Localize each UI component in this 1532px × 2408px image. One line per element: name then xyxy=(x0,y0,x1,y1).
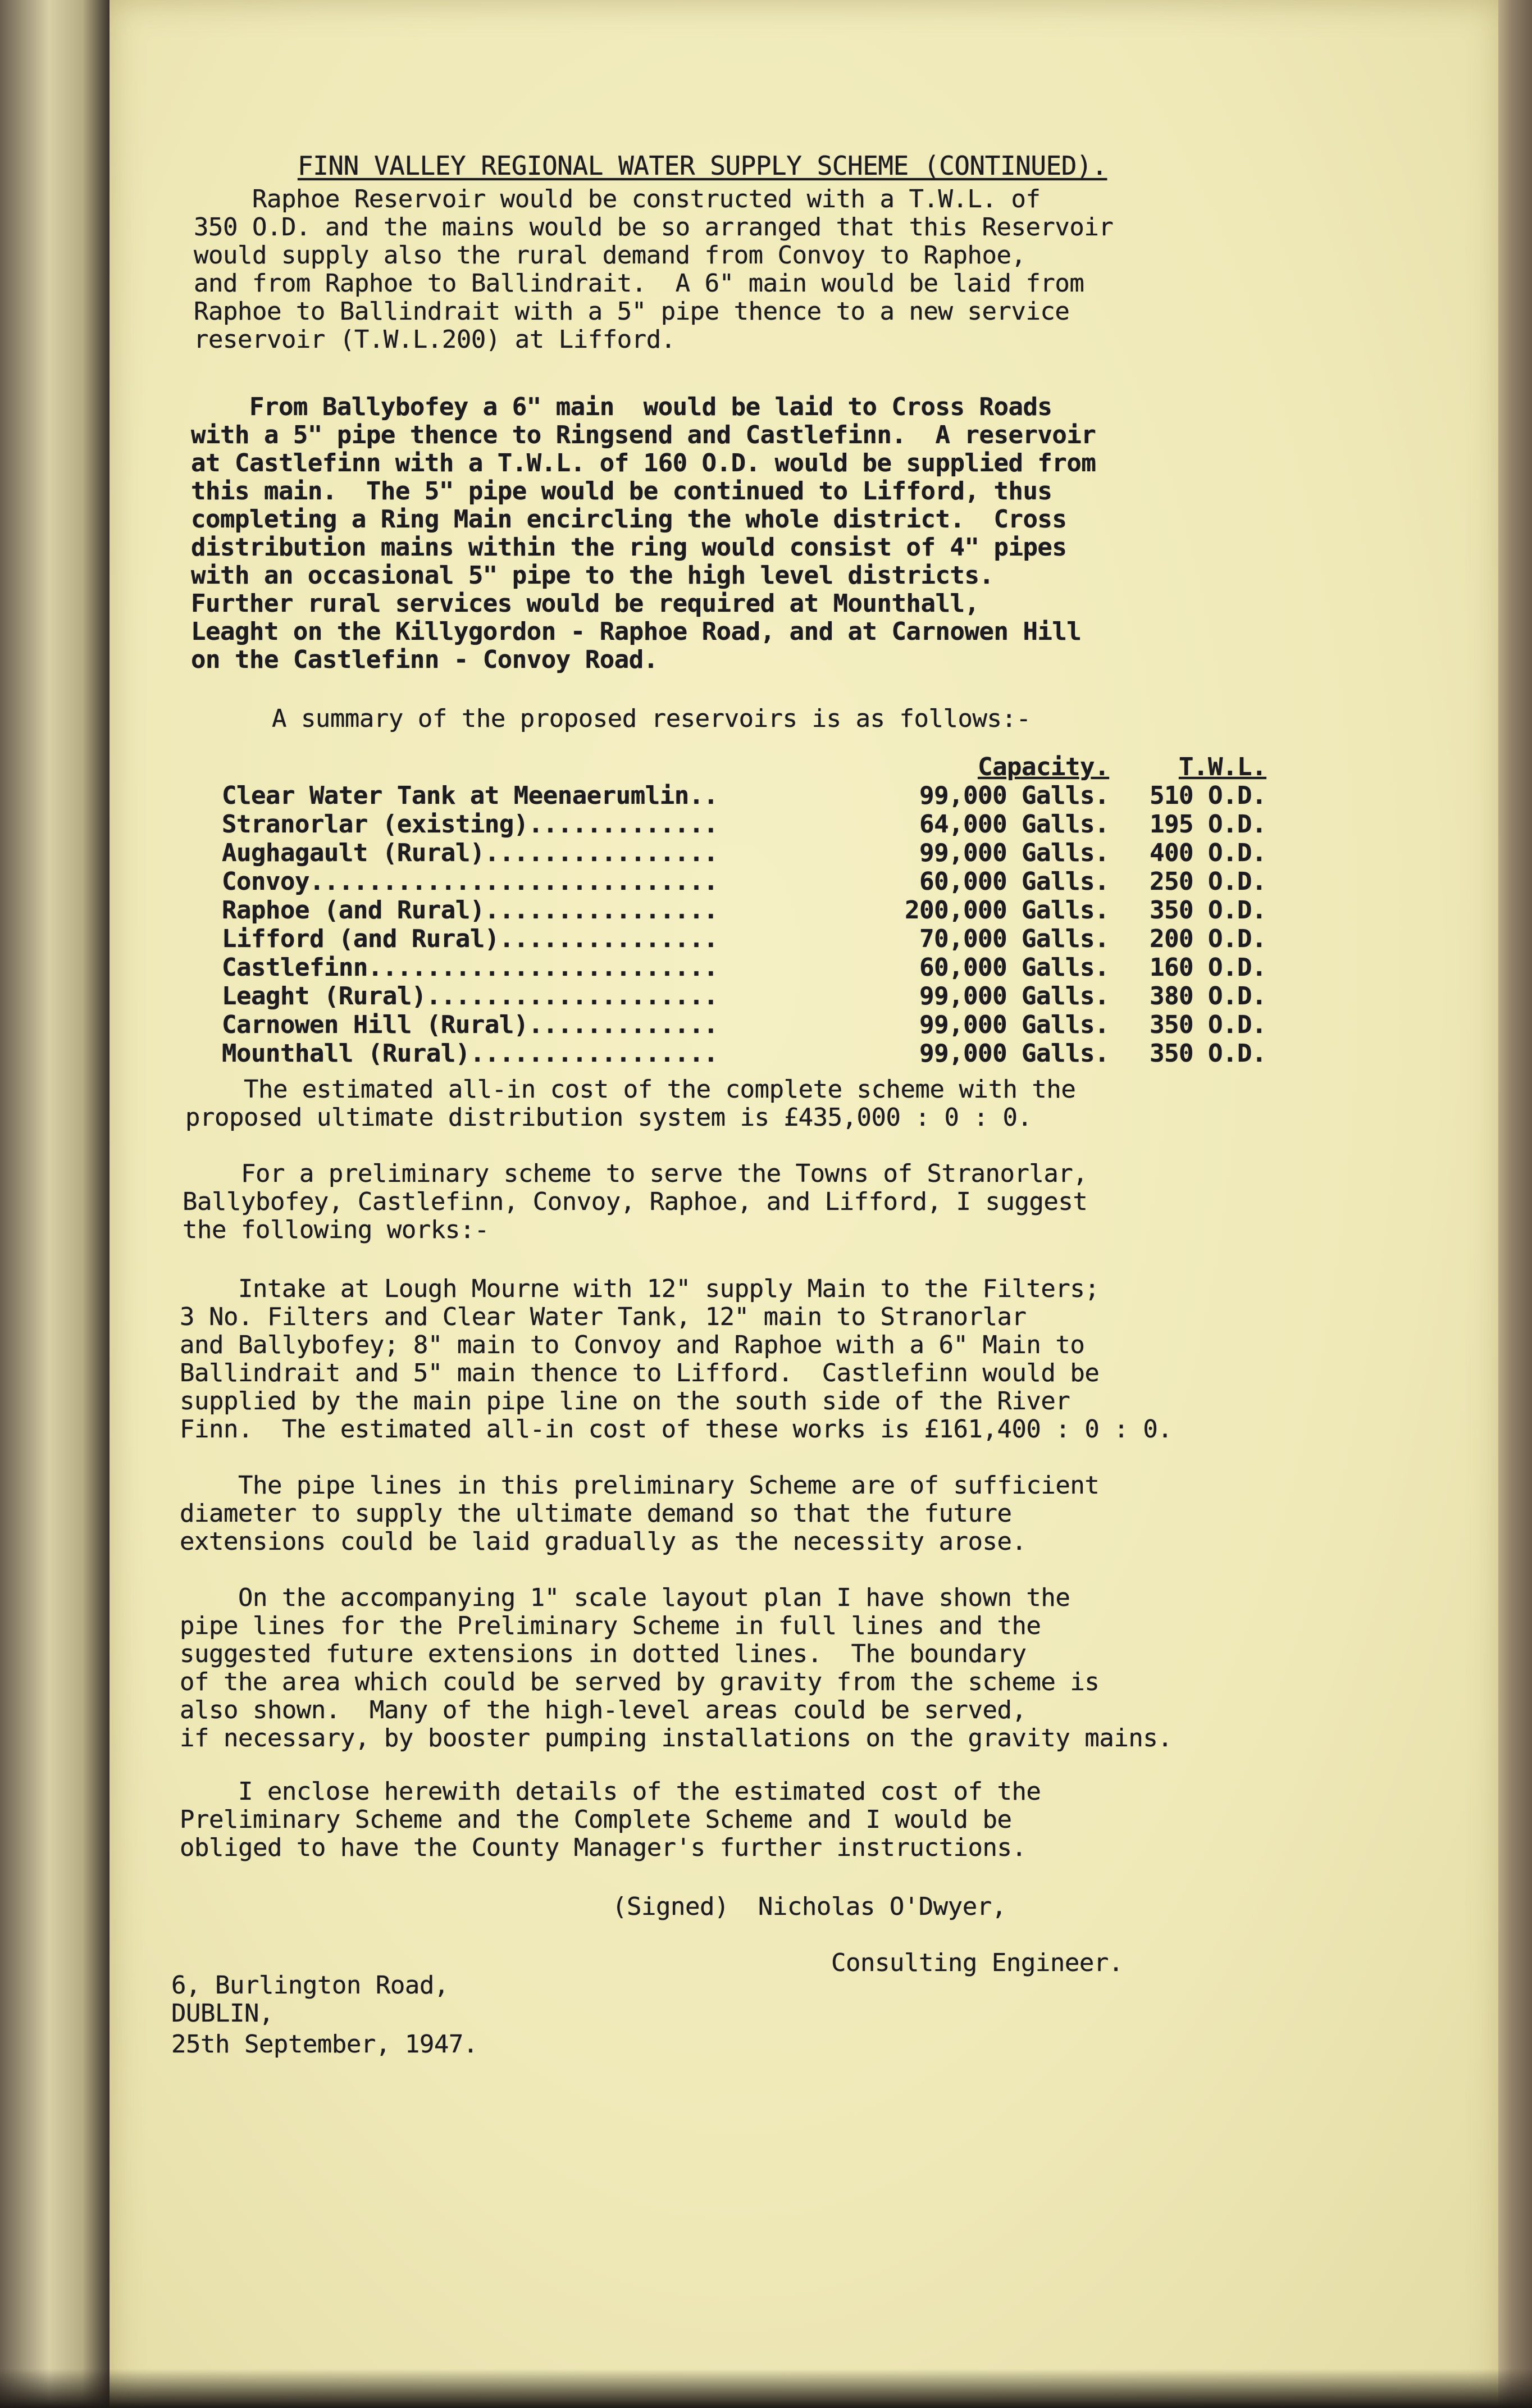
summary-intro: A summary of the proposed reservoirs is as follows:- xyxy=(213,704,1031,733)
table-row xyxy=(222,982,1266,1010)
signature-line: (Signed) Nicholas O'Dwyer, xyxy=(612,1892,1006,1921)
reservoir-capacity: 99,000 Galls. xyxy=(919,1039,1109,1068)
reservoir-twl: 195 O.D. xyxy=(1150,810,1266,839)
table-row xyxy=(222,1039,1266,1068)
reservoir-name: Lifford (and Rural)............... xyxy=(222,925,718,953)
table-row xyxy=(222,839,1266,867)
reservoir-name: Leaght (Rural).................... xyxy=(222,982,718,1010)
reservoir-twl: 350 O.D. xyxy=(1150,1010,1266,1039)
page-bottom-shadow xyxy=(0,2369,1532,2408)
paragraph-works: Intake at Lough Mourne with 12" supply Main to the Filters; 3 No. Filters and Clear Water Tank, 12" main to Stranorlar and Ballybofey; 8" main to Convoy and Raphoe with a 6" Main to Ballindrait and 5" main thence to Lifford. Castlefinn would be supplied by the main pipe line on the south side of the River Finn. The estimated all-in cost of these works is £161,400 : 0 : 0. xyxy=(180,1274,1173,1444)
reservoir-twl: 400 O.D. xyxy=(1150,839,1266,867)
table-row xyxy=(222,810,1266,839)
reservoir-twl: 510 O.D. xyxy=(1150,781,1266,810)
page-edge xyxy=(1498,0,1532,2408)
reservoir-capacity: 99,000 Galls. xyxy=(919,781,1109,810)
reservoir-name: Castlefinn........................ xyxy=(222,953,718,982)
reservoir-capacity: 99,000 Galls. xyxy=(919,839,1109,867)
reservoir-name: Convoy............................ xyxy=(222,867,718,896)
reservoir-twl: 350 O.D. xyxy=(1150,896,1266,925)
reservoir-capacity: 99,000 Galls. xyxy=(919,982,1109,1010)
reservoir-capacity: 60,000 Galls. xyxy=(919,953,1109,982)
table-row xyxy=(222,781,1266,810)
reservoir-twl: 200 O.D. xyxy=(1150,925,1266,953)
paragraph-enclose: I enclose herewith details of the estimated cost of the Preliminary Scheme and the Complete Scheme and I would be obliged to have the County Manager's further instructions. xyxy=(180,1777,1041,1862)
reservoir-twl: 380 O.D. xyxy=(1150,982,1266,1010)
table-header-row xyxy=(222,753,1266,781)
address-city: DUBLIN, xyxy=(171,1999,273,2028)
reservoir-name: Raphoe (and Rural)................ xyxy=(222,896,718,925)
book-binding xyxy=(0,0,110,2408)
signature-role: Consulting Engineer. xyxy=(831,1949,1123,1977)
paragraph-pipe-lines: The pipe lines in this preliminary Scheme are of sufficient diameter to supply the ultimate demand so that the future extensions could be laid gradually as the necessity arose. xyxy=(180,1471,1100,1556)
header-twl: T.W.L. xyxy=(1179,753,1266,781)
table-row xyxy=(222,925,1266,953)
paragraph-ring-main: From Ballybofey a 6" main would be laid to Cross Roads with a 5" pipe thence to Ringsend and Castlefinn. A reservoir at Castlefinn with a T.W.L. of 160 O.D. would be supplied from this main. The 5" pipe would be continued to Lifford, thus completing a Ring Main encircling the whole district. Cross distribution mains within the ring would consist of 4" pipes with an occasional 5" pipe to the high level districts. Further rural services would be required at Mounthall, Leaght on the Killygordon - Raphoe Road, and at Carnowen Hill on the Castlefinn - Convoy Road. xyxy=(191,393,1096,674)
paragraph-raphoe-reservoir: Raphoe Reservoir would be constructed with a T.W.L. of 350 O.D. and the mains would be so arranged that this Reservoir would supply also the rural demand from Convoy to Raphoe, and from Raphoe to Ballindrait. A 6" main would be laid from Raphoe to Ballindrait with a 5" pipe thence to a new service reservoir (T.W.L.200) at Lifford. xyxy=(194,185,1114,354)
reservoir-capacity: 99,000 Galls. xyxy=(919,1010,1109,1039)
reservoir-name: Aughagault (Rural)................ xyxy=(222,839,718,867)
reservoir-twl: 250 O.D. xyxy=(1150,867,1266,896)
reservoir-name: Mounthall (Rural)................. xyxy=(222,1039,718,1068)
reservoir-name: Carnowen Hill (Rural)............. xyxy=(222,1010,718,1039)
reservoir-capacity: 200,000 Galls. xyxy=(905,896,1109,925)
document-title: FINN VALLEY REGIONAL WATER SUPPLY SCHEME (CONTINUED). xyxy=(298,151,1107,181)
address-street: 6, Burlington Road, xyxy=(171,1971,449,2000)
table-row xyxy=(222,867,1266,896)
reservoir-twl: 350 O.D. xyxy=(1150,1039,1266,1068)
reservoir-table xyxy=(222,753,1266,1068)
table-row xyxy=(222,953,1266,982)
reservoir-capacity: 64,000 Galls. xyxy=(919,810,1109,839)
paragraph-complete-cost: The estimated all-in cost of the complete scheme with the proposed ultimate distribution system is £435,000 : 0 : 0. xyxy=(185,1075,1076,1132)
header-capacity: Capacity. xyxy=(978,753,1109,781)
paragraph-layout-plan: On the accompanying 1" scale layout plan I have shown the pipe lines for the Preliminary Scheme in full lines and the suggested future extensions in dotted lines. The boundary of the area which could be served by gravity from the scheme is also shown. Many of the high-level areas could be served, if necessary, by booster pumping installations on the gravity mains. xyxy=(180,1583,1173,1752)
paragraph-preliminary-scheme: For a preliminary scheme to serve the Towns of Stranorlar, Ballybofey, Castlefinn, Convoy, Raphoe, and Lifford, I suggest the following works:- xyxy=(183,1159,1088,1244)
reservoir-capacity: 70,000 Galls. xyxy=(919,925,1109,953)
document-date: 25th September, 1947. xyxy=(171,2030,478,2059)
reservoir-name: Stranorlar (existing)............. xyxy=(222,810,718,839)
table-row xyxy=(222,1010,1266,1039)
reservoir-capacity: 60,000 Galls. xyxy=(919,867,1109,896)
reservoir-twl: 160 O.D. xyxy=(1150,953,1266,982)
header-reservoir xyxy=(222,753,828,781)
reservoir-name: Clear Water Tank at Meenaerumlin.. xyxy=(222,781,718,810)
table-row xyxy=(222,896,1266,925)
